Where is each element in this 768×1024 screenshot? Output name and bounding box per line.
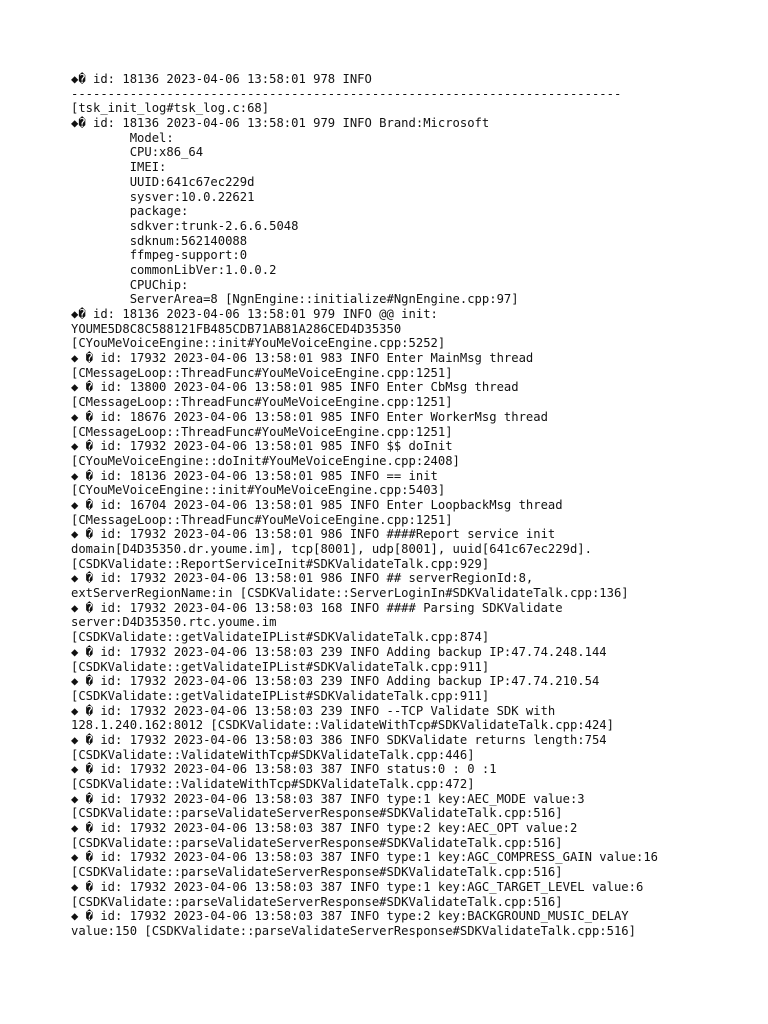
log-line: extServerRegionName:in [CSDKValidate::ServerLoginIn#SDKValidateTalk.cpp:136] bbox=[71, 586, 629, 601]
log-line: commonLibVer:1.0.0.2 bbox=[71, 262, 277, 277]
log-line: ◆ � id: 17932 2023-04-06 13:58:01 985 INFO $$ doInit bbox=[71, 439, 453, 454]
log-line: server:D4D35350.rtc.youme.im bbox=[71, 615, 277, 630]
log-line: sdknum:562140088 bbox=[71, 233, 248, 248]
log-line: ◆ � id: 16704 2023-04-06 13:58:01 985 INFO Enter LoopbackMsg thread bbox=[71, 497, 563, 512]
log-line: [CMessageLoop::ThreadFunc#YouMeVoiceEngine.cpp:1251] bbox=[71, 395, 453, 410]
log-line: ◆ � id: 17932 2023-04-06 13:58:03 387 INFO type:1 key:AGC_TARGET_LEVEL value:6 bbox=[71, 879, 644, 894]
log-document bbox=[71, 72, 751, 939]
log-line: ◆� id: 18136 2023-04-06 13:58:01 979 INFO Brand:Microsoft bbox=[71, 116, 490, 131]
log-line: sysver:10.0.22621 bbox=[71, 189, 255, 204]
log-line: Model: bbox=[71, 130, 174, 145]
log-line: [CSDKValidate::parseValidateServerResponse#SDKValidateTalk.cpp:516] bbox=[71, 894, 563, 909]
log-line: ◆� id: 18136 2023-04-06 13:58:01 978 INFO bbox=[71, 72, 372, 86]
log-line: ◆ � id: 13800 2023-04-06 13:58:01 985 INFO Enter CbMsg thread bbox=[71, 380, 519, 395]
log-line: ◆ � id: 17932 2023-04-06 13:58:03 386 INFO SDKValidate returns length:754 bbox=[71, 732, 607, 747]
log-line: 128.1.240.162:8012 [CSDKValidate::ValidateWithTcp#SDKValidateTalk.cpp:424] bbox=[71, 718, 614, 733]
log-line: ◆ � id: 17932 2023-04-06 13:58:03 239 INFO Adding backup IP:47.74.210.54 bbox=[71, 674, 600, 689]
log-line: IMEI: bbox=[71, 160, 167, 175]
log-line: UUID:641c67ec229d bbox=[71, 174, 255, 189]
log-line: CPU:x86_64 bbox=[71, 145, 204, 160]
log-line: domain[D4D35350.dr.youme.im], tcp[8001], udp[8001], uuid[641c67ec229d]. bbox=[71, 542, 592, 556]
log-line: ◆ � id: 17932 2023-04-06 13:58:03 387 INFO type:2 key:BACKGROUND_MUSIC_DELAY bbox=[71, 909, 629, 924]
log-line: YOUME5D8C8C588121FB485CDB71AB81A286CED4D35350 bbox=[71, 321, 402, 336]
log-line: ◆ � id: 17932 2023-04-06 13:58:03 387 INFO status:0 : 0 :1 bbox=[71, 762, 497, 777]
log-line: [CYouMeVoiceEngine::init#YouMeVoiceEngine.cpp:5403] bbox=[71, 483, 446, 498]
log-line: [CSDKValidate::ReportServiceInit#SDKValidateTalk.cpp:929] bbox=[71, 556, 490, 571]
log-line: [tsk_init_log#tsk_log.c:68] bbox=[71, 101, 270, 116]
separator-line: --------------------------------------------------------------------------- bbox=[71, 86, 622, 101]
log-line: ffmpeg-support:0 bbox=[71, 248, 248, 263]
log-line: [CSDKValidate::getValidateIPList#SDKValidateTalk.cpp:874] bbox=[71, 630, 490, 645]
log-line: ◆ � id: 17932 2023-04-06 13:58:01 986 INFO ####Report service init bbox=[71, 527, 556, 542]
log-line: ServerArea=8 [NgnEngine::initialize#NgnEngine.cpp:97] bbox=[71, 292, 519, 307]
log-line: [CSDKValidate::ValidateWithTcp#SDKValidateTalk.cpp:446] bbox=[71, 747, 475, 762]
log-line: ◆ � id: 18676 2023-04-06 13:58:01 985 INFO Enter WorkerMsg thread bbox=[71, 409, 548, 424]
log-line: value:150 [CSDKValidate::parseValidateServerResponse#SDKValidateTalk.cpp:516] bbox=[71, 923, 636, 938]
log-line: ◆ � id: 17932 2023-04-06 13:58:03 387 INFO type:2 key:AEC_OPT value:2 bbox=[71, 821, 578, 836]
log-line: [CSDKValidate::ValidateWithTcp#SDKValidateTalk.cpp:472] bbox=[71, 777, 475, 791]
log-line: ◆ � id: 17932 2023-04-06 13:58:03 239 INFO --TCP Validate SDK with bbox=[71, 703, 556, 718]
log-line: ◆ � id: 17932 2023-04-06 13:58:01 986 INFO ## serverRegionId:8, bbox=[71, 571, 534, 586]
log-line: [CSDKValidate::getValidateIPList#SDKValidateTalk.cpp:911] bbox=[71, 659, 490, 674]
log-line: [CYouMeVoiceEngine::init#YouMeVoiceEngine.cpp:5252] bbox=[71, 336, 446, 351]
log-line: [CSDKValidate::parseValidateServerResponse#SDKValidateTalk.cpp:516] bbox=[71, 835, 563, 850]
log-line: ◆ � id: 17932 2023-04-06 13:58:01 983 INFO Enter MainMsg thread bbox=[71, 351, 534, 366]
log-line: [CSDKValidate::parseValidateServerResponse#SDKValidateTalk.cpp:516] bbox=[71, 865, 563, 880]
log-line: ◆ � id: 17932 2023-04-06 13:58:03 387 INFO type:1 key:AGC_COMPRESS_GAIN value:16 bbox=[71, 850, 658, 865]
log-line: [CYouMeVoiceEngine::doInit#YouMeVoiceEngine.cpp:2408] bbox=[71, 453, 460, 468]
log-line: package: bbox=[71, 204, 189, 219]
log-line: [CSDKValidate::getValidateIPList#SDKValidateTalk.cpp:911] bbox=[71, 688, 490, 703]
log-line: ◆ � id: 17932 2023-04-06 13:58:03 239 INFO Adding backup IP:47.74.248.144 bbox=[71, 644, 607, 659]
log-line: sdkver:trunk-2.6.6.5048 bbox=[71, 218, 299, 233]
log-line: [CSDKValidate::parseValidateServerResponse#SDKValidateTalk.cpp:516] bbox=[71, 806, 563, 821]
log-line: [CMessageLoop::ThreadFunc#YouMeVoiceEngine.cpp:1251] bbox=[71, 365, 453, 380]
log-line: ◆ � id: 17932 2023-04-06 13:58:03 387 INFO type:1 key:AEC_MODE value:3 bbox=[71, 791, 585, 806]
log-line: CPUChip: bbox=[71, 277, 189, 292]
log-line: ◆ � id: 17932 2023-04-06 13:58:03 168 INFO #### Parsing SDKValidate bbox=[71, 600, 563, 615]
log-line: [CMessageLoop::ThreadFunc#YouMeVoiceEngine.cpp:1251] bbox=[71, 512, 453, 527]
log-line: [CMessageLoop::ThreadFunc#YouMeVoiceEngine.cpp:1251] bbox=[71, 424, 453, 439]
log-line: ◆ � id: 18136 2023-04-06 13:58:01 985 INFO == init bbox=[71, 468, 438, 483]
log-line: ◆� id: 18136 2023-04-06 13:58:01 979 INFO @@ init: bbox=[71, 307, 438, 321]
